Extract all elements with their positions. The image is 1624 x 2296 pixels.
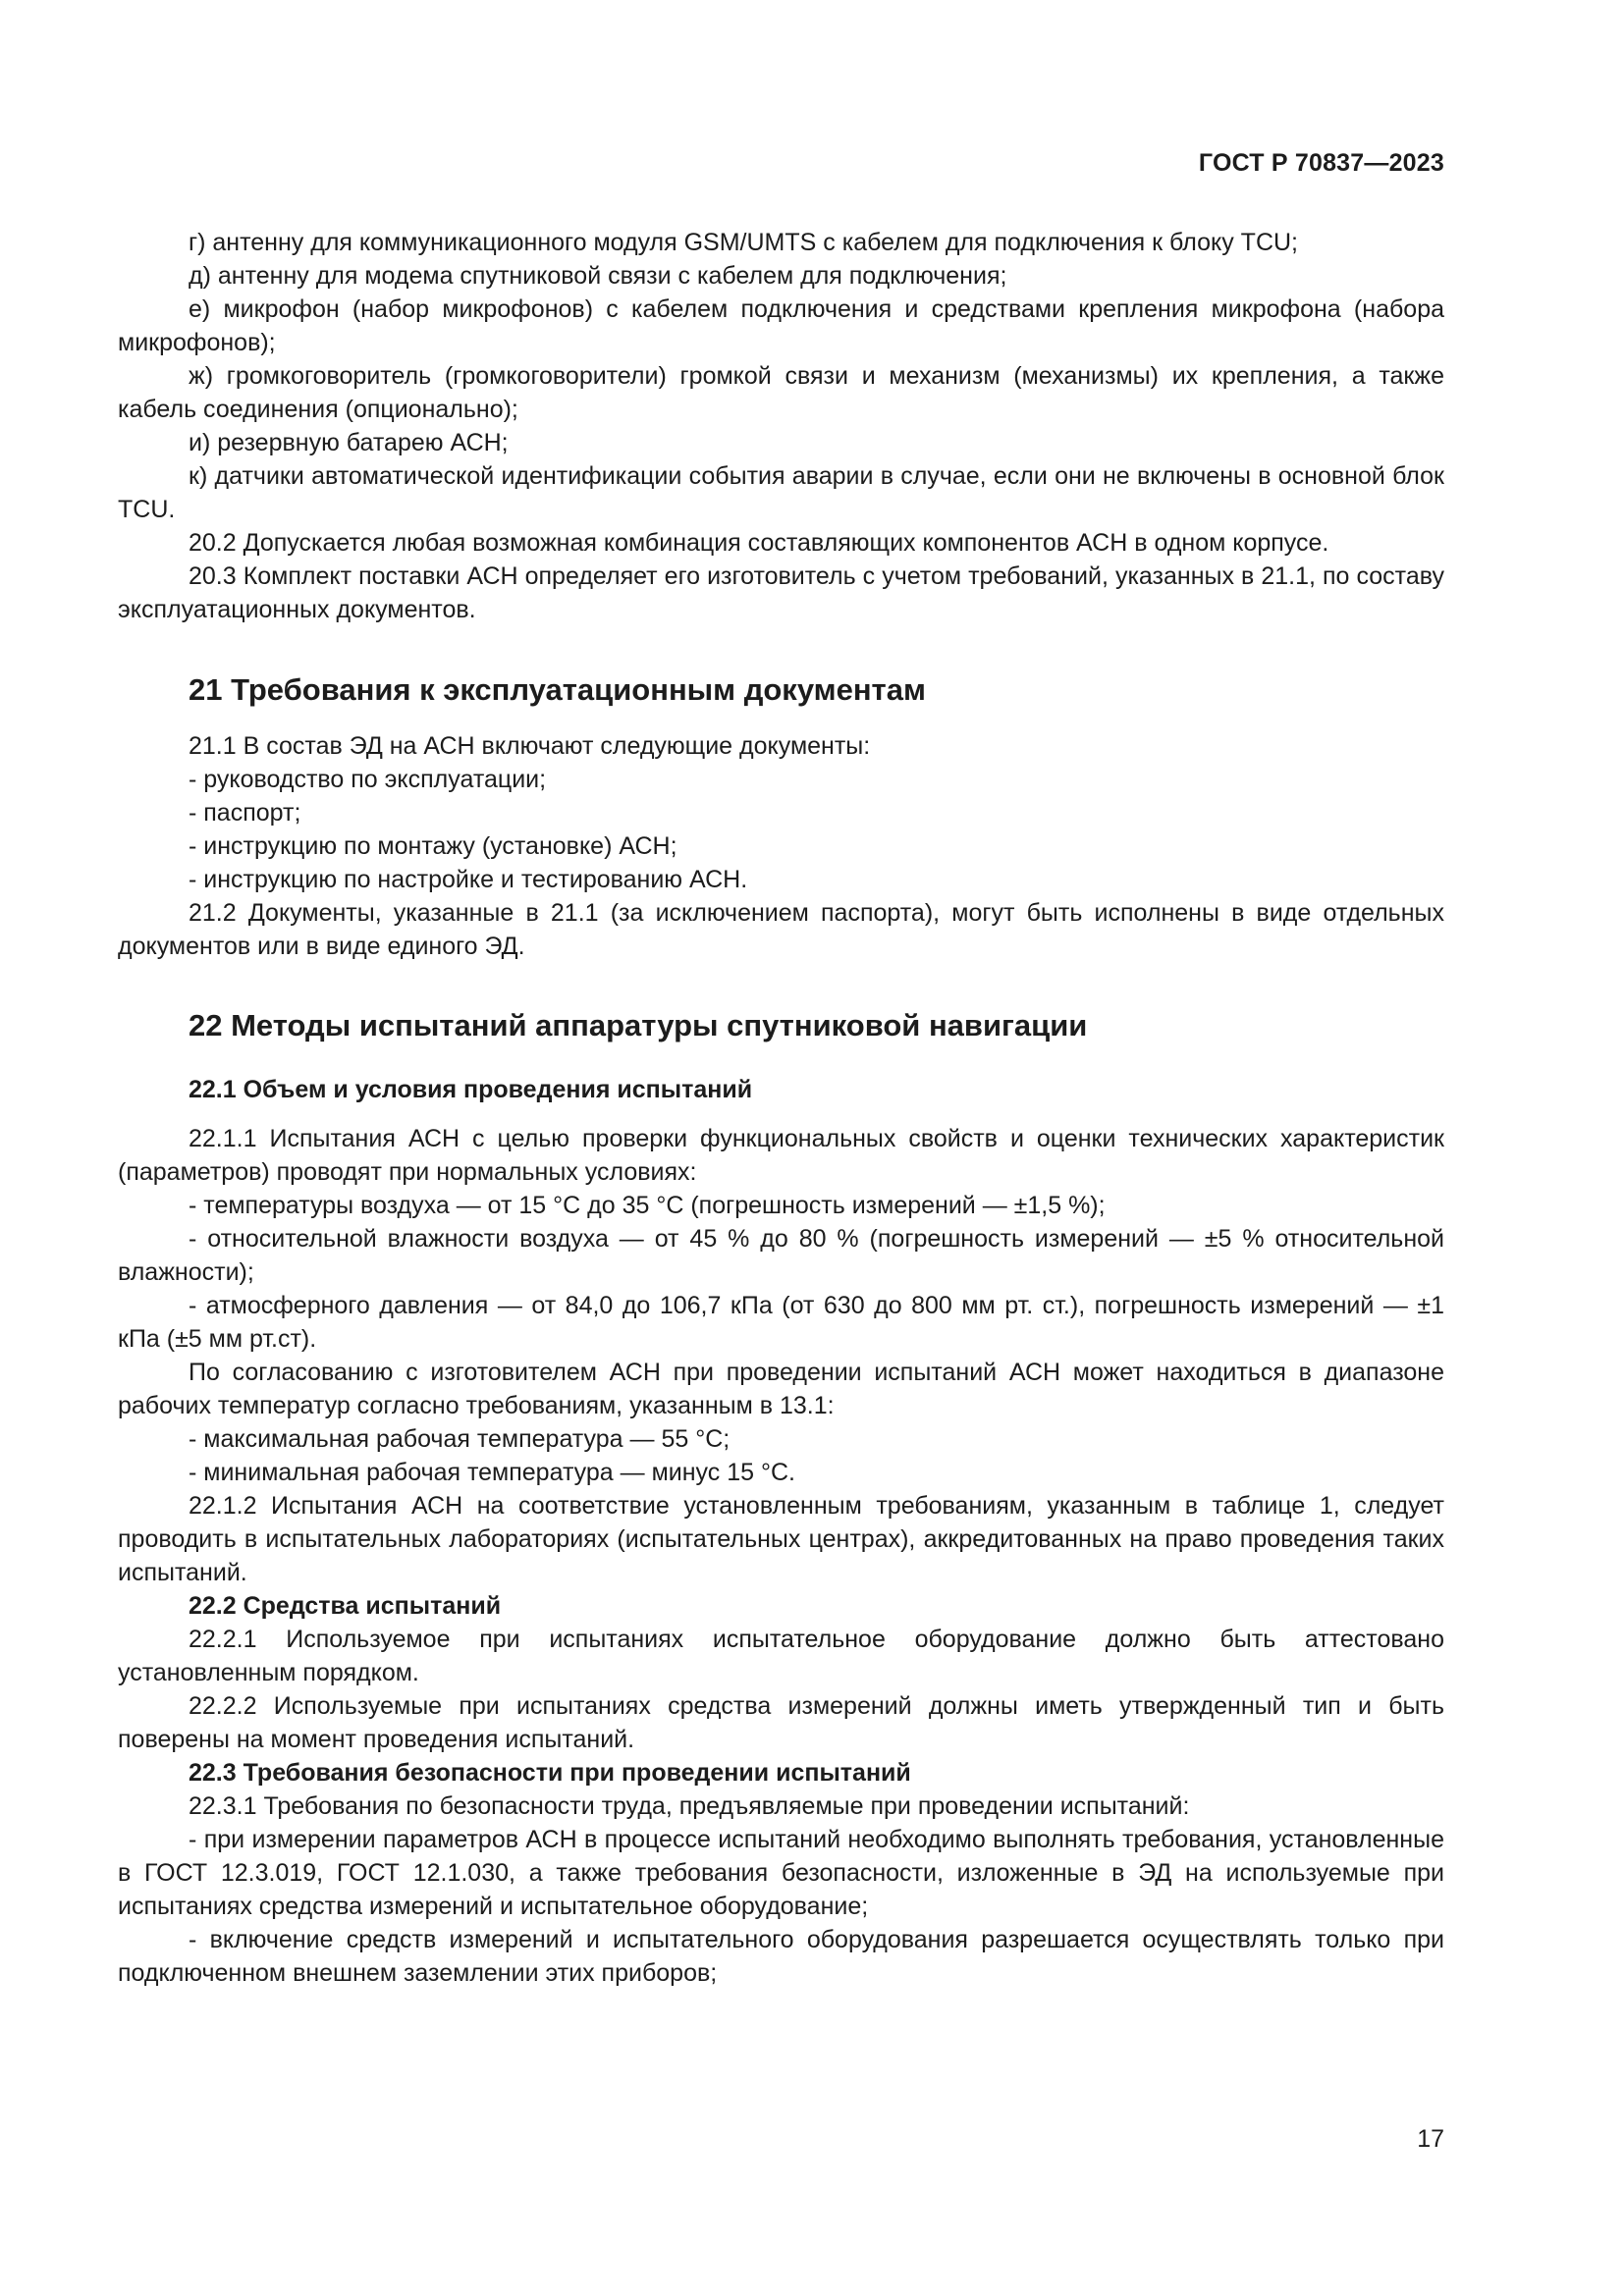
list-item: - паспорт;	[189, 799, 301, 827]
list-item: - при измерении параметров АСН в процессе испытаний необходимо выполнять требования, установленные в ГОСТ 12.3.019, ГОСТ 12.1.030, а также требования безопасности, изложенные в ЭД на используемые при испытаниях средства измерений и испытательное оборудование;	[118, 1826, 1444, 1920]
document-code-header: ГОСТ Р 70837—2023	[1198, 149, 1444, 177]
clause-22-1-1: 22.1.1 Испытания АСН с целью проверки функциональных свойств и оценки технических характеристик (параметров) проводят при нормальных условиях:	[118, 1125, 1444, 1186]
clause-21-1: 21.1 В состав ЭД на АСН включают следующие документы:	[189, 732, 871, 760]
clause-22-2-1: 22.2.1 Используемое при испытаниях испытательное оборудование должно быть аттестовано установленным порядком.	[118, 1626, 1444, 1686]
section-22-title: 22 Методы испытаний аппаратуры спутниковой навигации	[189, 1008, 1088, 1042]
page-body	[118, 226, 1444, 1990]
list-item: ж) громкоговоритель (громкоговорители) громкой связи и механизм (механизмы) их крепления, а также кабель соединения (опционально);	[118, 362, 1444, 423]
list-item: и) резервную батарею АСН;	[189, 429, 509, 456]
list-item: - относительной влажности воздуха — от 45 % до 80 % (погрешность измерений — ±5 % относительной влажности);	[118, 1225, 1444, 1286]
subsection-22-1-title: 22.1 Объем и условия проведения испытаний	[189, 1076, 753, 1103]
clause-20-3: 20.3 Комплект поставки АСН определяет его изготовитель с учетом требований, указанных в 21.1, по составу эксплуатационных документов.	[118, 562, 1444, 623]
clause-22-2-2: 22.2.2 Используемые при испытаниях средства измерений должны иметь утвержденный тип и быть поверены на момент проведения испытаний.	[118, 1692, 1444, 1753]
clause-22-3-1: 22.3.1 Требования по безопасности труда, предъявляемые при проведении испытаний:	[189, 1792, 1190, 1820]
agreement-paragraph: По согласованию с изготовителем АСН при проведении испытаний АСН может находиться в диапазоне рабочих температур согласно требованиям, указанным в 13.1:	[118, 1359, 1444, 1419]
list-item: д) антенну для модема спутниковой связи с кабелем для подключения;	[189, 262, 1007, 290]
list-item: е) микрофон (набор микрофонов) с кабелем подключения и средствами крепления микрофона (набора микрофонов);	[118, 295, 1444, 356]
clause-20-2: 20.2 Допускается любая возможная комбинация составляющих компонентов АСН в одном корпусе.	[189, 529, 1329, 557]
subsection-22-3-title: 22.3 Требования безопасности при проведении испытаний	[189, 1759, 911, 1787]
list-item: - минимальная рабочая температура — минус 15 °С.	[189, 1459, 795, 1486]
subsection-22-2-title: 22.2 Средства испытаний	[189, 1592, 502, 1620]
clause-22-1-2: 22.1.2 Испытания АСН на соответствие установленным требованиям, указанным в таблице 1, следует проводить в испытательных лабораториях (испытательных центрах), аккредитованных на право проведения таких испытаний.	[118, 1492, 1444, 1586]
list-item: к) датчики автоматической идентификации события аварии в случае, если они не включены в основной блок TCU.	[118, 462, 1444, 523]
clause-21-2: 21.2 Документы, указанные в 21.1 (за исключением паспорта), могут быть исполнены в виде отдельных документов или в виде единого ЭД.	[118, 899, 1444, 960]
list-item: - руководство по эксплуатации;	[189, 766, 547, 793]
list-item: - включение средств измерений и испытательного оборудования разрешается осуществлять только при подключенном внешнем заземлении этих приборов;	[118, 1926, 1444, 1987]
section-21-title: 21 Требования к эксплуатационным документам	[189, 672, 926, 707]
page-number: 17	[1417, 2125, 1444, 2153]
list-item: - атмосферного давления — от 84,0 до 106,7 кПа (от 630 до 800 мм рт. ст.), погрешность измерений — ±1 кПа (±5 мм рт.ст).	[118, 1292, 1444, 1353]
list-item: - максимальная рабочая температура — 55 °С;	[189, 1425, 731, 1453]
list-item: - инструкцию по монтажу (установке) АСН;	[189, 832, 677, 860]
list-item: - температуры воздуха — от 15 °С до 35 °С (погрешность измерений — ±1,5 %);	[189, 1192, 1106, 1219]
list-item: г) антенну для коммуникационного модуля GSM/UMTS с кабелем для подключения к блоку TCU;	[189, 229, 1299, 256]
list-item: - инструкцию по настройке и тестированию АСН.	[189, 866, 748, 893]
